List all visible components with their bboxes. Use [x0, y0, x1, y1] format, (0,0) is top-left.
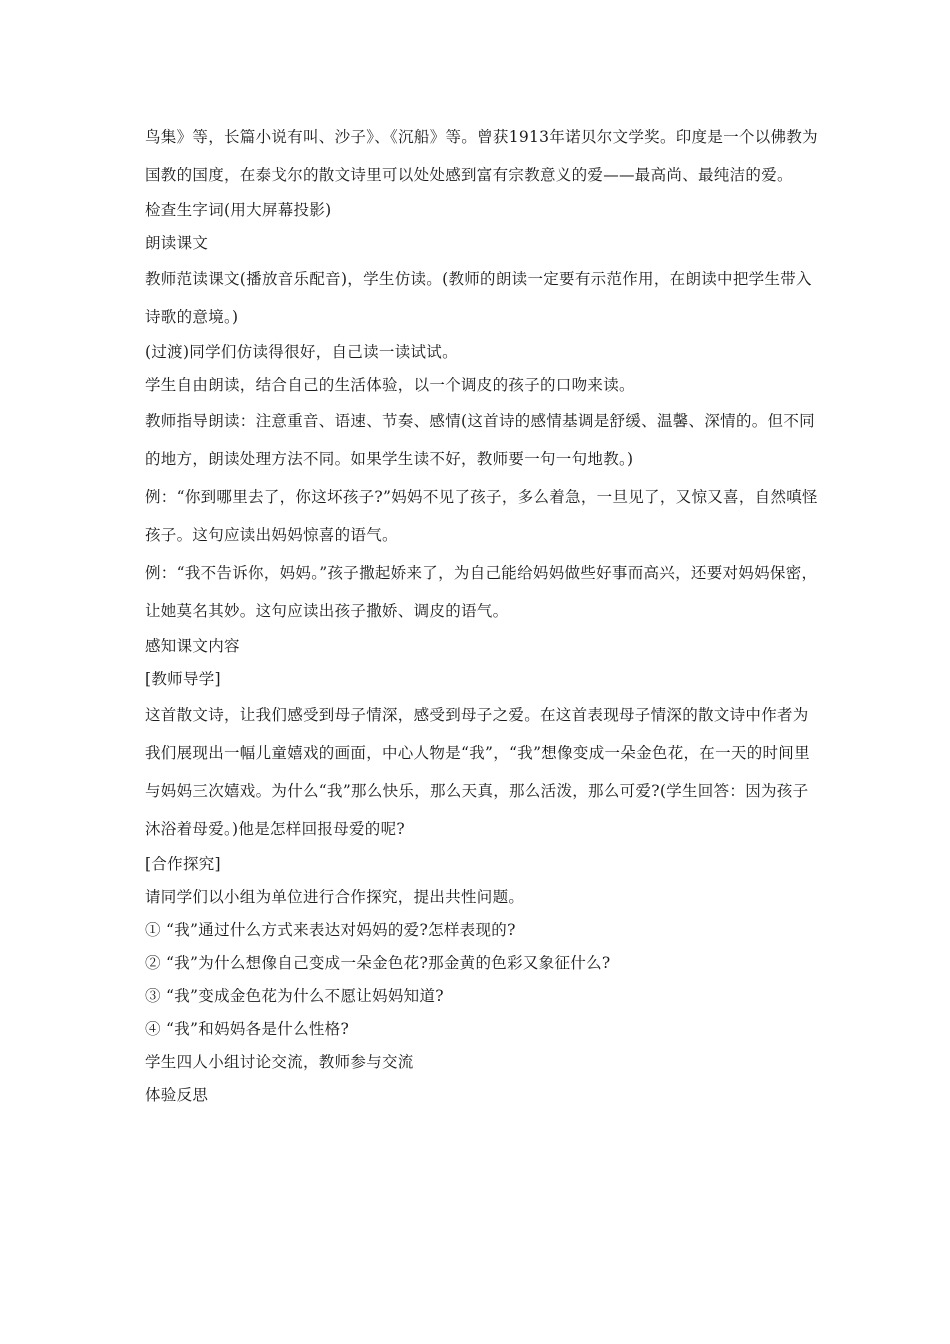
question-item-4: ④ “我”和妈妈各是什么性格?	[145, 1020, 350, 1038]
question-item-1: ① “我”通过什么方式来表达对妈妈的爱?怎样表现的?	[145, 921, 516, 939]
paragraph-tagore-intro: 鸟集》等，长篇小说有叫、沙子》、《沉船》等。曾获1913年诺贝尔文学奖。印度是一个以佛教为国教的国度，在泰戈尔的散文诗里可以处处感到富有宗教意义的爱——最高尚、最纯洁的爱。	[145, 128, 818, 184]
paragraph-teacher-model-reading: 教师范读课文(播放音乐配音)，学生仿读。(教师的朗读一定要有示范作用，在朗读中把学生带入诗歌的意境。)	[145, 270, 812, 326]
paragraph-reading-guidance: 教师指导朗读：注意重音、语速、节奏、感情(这首诗的感情基调是舒缓、温馨、深情的。但不同的地方，朗读处理方法不同。如果学生读不好，教师要一句一句地教。)	[145, 412, 815, 468]
paragraph-example-2: 例：“我不告诉你，妈妈。”孩子撒起娇来了，为自己能给妈妈做些好事而高兴，还要对妈妈保密，让她莫名其妙。这句应读出孩子撒娇、调皮的语气。	[145, 564, 818, 620]
question-item-2: ② “我”为什么想像自己变成一朵金色花?那金黄的色彩又象征什么?	[145, 954, 611, 972]
heading-perceive-content: 感知课文内容	[145, 637, 240, 655]
paragraph-free-reading: 学生自由朗读，结合自己的生活体验，以一个调皮的孩子的口吻来读。	[145, 376, 635, 394]
paragraph-transition: (过渡)同学们仿读得很好，自己读一读试试。	[145, 343, 458, 361]
document-body	[145, 118, 820, 1112]
paragraph-group-instruction: 请同学们以小组为单位进行合作探究，提出共性问题。	[145, 888, 525, 906]
label-cooperative-inquiry: [合作探究]	[145, 855, 221, 873]
paragraph-example-1: 例：“你到哪里去了，你这坏孩子?”妈妈不见了孩子，多么着急，一旦见了，又惊又喜，自然嗔怪孩子。这句应读出妈妈惊喜的语气。	[145, 488, 818, 544]
heading-read-text: 朗读课文	[145, 234, 209, 252]
question-item-3: ③ “我”变成金色花为什么不愿让妈妈知道?	[145, 987, 444, 1005]
paragraph-group-discussion: 学生四人小组讨论交流，教师参与交流	[145, 1053, 414, 1071]
paragraph-check-vocabulary: 检查生字词(用大屏幕投影)	[145, 201, 332, 219]
label-teacher-guidance: [教师导学]	[145, 670, 221, 688]
heading-experience-reflection: 体验反思	[145, 1086, 209, 1104]
paragraph-mother-child-love: 这首散文诗，让我们感受到母子情深，感受到母子之爱。在这首表现母子情深的散文诗中作者为我们展现出一幅儿童嬉戏的画面，中心人物是“我”，“我”想像变成一朵金色花，在一天的时间里与妈妈三次嬉戏。为什么“我”那么快乐，那么天真，那么活泼，那么可爱?(学生回答：因为孩子沐浴着母爱。)他是怎样回报母爱的呢?	[145, 706, 810, 838]
